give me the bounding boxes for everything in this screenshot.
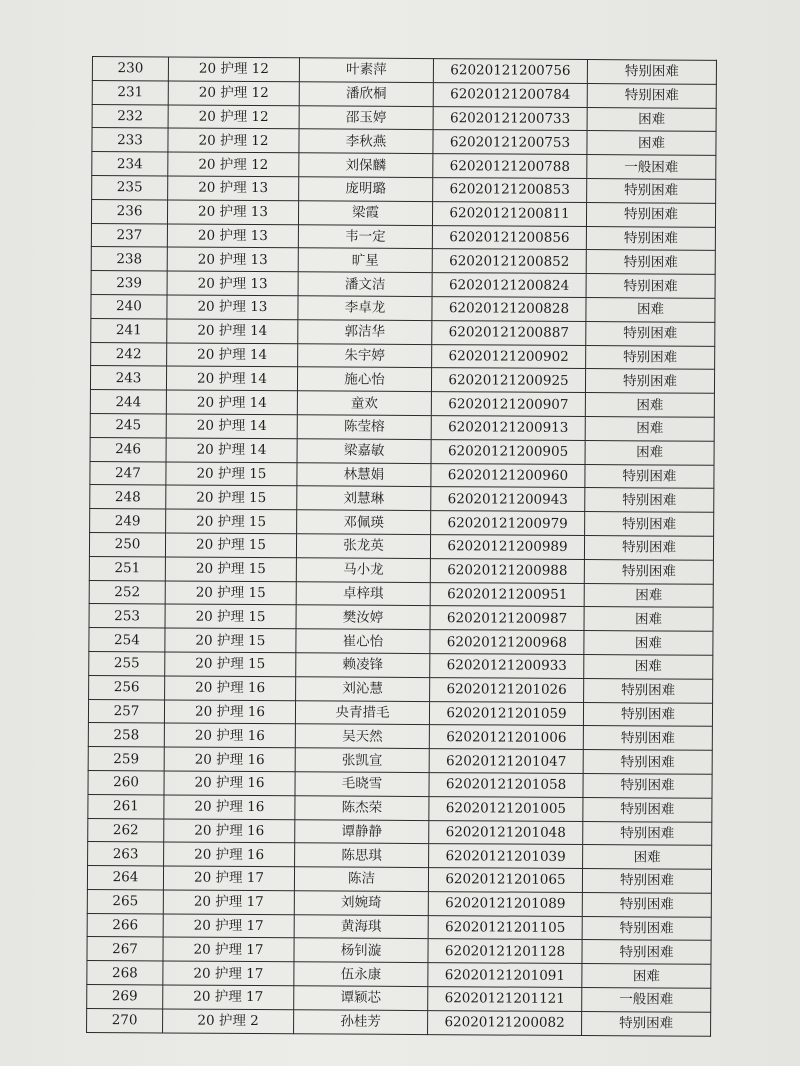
student-id-cell: 62020121201026: [430, 677, 584, 702]
difficulty-level-cell: 困难: [586, 297, 715, 322]
student-id-cell: 62020121201105: [428, 915, 582, 940]
class-cell: 20 护理 17: [163, 937, 294, 962]
class-cell: 20 护理 16: [164, 795, 295, 820]
class-cell: 20 护理 14: [167, 343, 298, 368]
difficulty-level-cell: 特别困难: [584, 559, 713, 584]
student-id-cell: 62020121200828: [432, 297, 586, 322]
name-cell: 谭静静: [295, 819, 429, 844]
row-number-cell: 243: [90, 366, 166, 390]
row-number-cell: 247: [90, 461, 166, 485]
student-id-cell: 62020121200756: [433, 59, 587, 84]
class-cell: 20 护理 17: [163, 890, 294, 915]
row-number-cell: 263: [88, 842, 164, 866]
name-cell: 梁嘉敏: [297, 439, 431, 464]
difficulty-level-cell: 特别困难: [586, 226, 715, 251]
student-id-cell: 62020121200788: [433, 154, 587, 179]
class-cell: 20 护理 14: [167, 319, 298, 344]
student-id-cell: 62020121200907: [431, 392, 585, 417]
difficulty-level-cell: 特别困难: [584, 535, 713, 560]
difficulty-level-cell: 困难: [585, 393, 714, 418]
row-number-cell: 232: [92, 104, 168, 128]
difficulty-level-cell: 特别困难: [586, 202, 715, 227]
student-id-cell: 62020121200933: [430, 653, 584, 678]
name-cell: 潘文洁: [298, 272, 432, 297]
name-cell: 刘保麟: [299, 153, 433, 178]
student-id-cell: 62020121200987: [430, 606, 584, 631]
student-id-cell: 62020121200925: [431, 368, 585, 393]
difficulty-level-cell: 特别困难: [585, 464, 714, 489]
name-cell: 邵玉婷: [299, 105, 433, 130]
name-cell: 黄海琪: [294, 914, 428, 939]
difficulty-level-cell: 特别困难: [583, 750, 712, 775]
class-cell: 20 护理 15: [165, 580, 296, 605]
difficulty-level-cell: 困难: [587, 131, 716, 156]
row-number-cell: 251: [89, 556, 165, 580]
row-number-cell: 240: [91, 294, 167, 318]
class-cell: 20 护理 17: [163, 985, 294, 1010]
difficulty-level-cell: 特别困难: [586, 321, 715, 346]
table-row: [87, 1008, 711, 1036]
row-number-cell: 266: [87, 913, 163, 937]
class-cell: 20 护理 16: [164, 723, 295, 748]
row-number-cell: 267: [87, 937, 163, 961]
student-id-cell: 62020121200887: [432, 320, 586, 345]
student-id-cell: 62020121201059: [429, 701, 583, 726]
name-cell: 陈莹榕: [297, 415, 431, 440]
name-cell: 陈思琪: [295, 843, 429, 868]
class-cell: 20 护理 13: [167, 200, 298, 225]
name-cell: 毛晓雪: [295, 772, 429, 797]
name-cell: 张龙英: [296, 534, 430, 559]
student-id-cell: 62020121201065: [428, 868, 582, 893]
row-number-cell: 239: [91, 271, 167, 295]
row-number-cell: 246: [90, 437, 166, 461]
class-cell: 20 护理 13: [167, 271, 298, 296]
difficulty-level-cell: 特别困难: [585, 512, 714, 537]
name-cell: 刘慧琳: [297, 486, 431, 511]
row-number-cell: 270: [87, 1008, 163, 1032]
name-cell: 杨钊漩: [294, 938, 428, 963]
table-body: [87, 57, 717, 1036]
row-number-cell: 231: [92, 80, 168, 104]
student-id-cell: 62020121201121: [428, 987, 582, 1012]
row-number-cell: 258: [88, 723, 164, 747]
row-number-cell: 254: [89, 628, 165, 652]
student-id-cell: 62020121200960: [431, 463, 585, 488]
student-id-cell: 62020121200852: [432, 249, 586, 274]
class-cell: 20 护理 16: [165, 676, 296, 701]
student-id-cell: 62020121200784: [433, 82, 587, 107]
row-number-cell: 233: [92, 128, 168, 152]
class-cell: 20 护理 14: [166, 366, 297, 391]
student-id-cell: 62020121200082: [428, 1010, 582, 1035]
student-id-cell: 62020121200988: [430, 558, 584, 583]
row-number-cell: 241: [91, 318, 167, 342]
row-number-cell: 256: [89, 675, 165, 699]
student-id-cell: 62020121201128: [428, 939, 582, 964]
difficulty-level-cell: 特别困难: [587, 60, 716, 85]
name-cell: 李秋燕: [299, 129, 433, 154]
class-cell: 20 护理 16: [164, 818, 295, 843]
name-cell: 马小龙: [296, 557, 430, 582]
name-cell: 刘沁慧: [296, 676, 430, 701]
student-id-cell: 62020121200979: [431, 511, 585, 536]
difficulty-level-cell: 特别困难: [585, 488, 714, 513]
difficulty-level-cell: 困难: [587, 107, 716, 132]
row-number-cell: 269: [87, 985, 163, 1009]
row-number-cell: 244: [90, 390, 166, 414]
difficulty-level-cell: 特别困难: [583, 773, 712, 798]
name-cell: 郭洁华: [298, 320, 432, 345]
difficulty-level-cell: 困难: [584, 631, 713, 656]
row-number-cell: 236: [91, 199, 167, 223]
student-id-cell: 62020121200905: [431, 439, 585, 464]
row-number-cell: 268: [87, 961, 163, 985]
student-id-cell: 62020121200968: [430, 630, 584, 655]
difficulty-level-cell: 困难: [584, 583, 713, 608]
name-cell: 旷星: [298, 248, 432, 273]
student-id-cell: 62020121200989: [430, 535, 584, 560]
row-number-cell: 252: [89, 580, 165, 604]
name-cell: 潘欣桐: [299, 82, 433, 107]
student-id-cell: 62020121201006: [429, 725, 583, 750]
row-number-cell: 260: [88, 770, 164, 794]
name-cell: 崔心怡: [296, 629, 430, 654]
row-number-cell: 242: [91, 342, 167, 366]
student-id-cell: 62020121200902: [432, 344, 586, 369]
name-cell: 张凯宣: [295, 748, 429, 773]
difficulty-level-cell: 特别困难: [583, 797, 712, 822]
class-cell: 20 护理 13: [168, 176, 299, 201]
class-cell: 20 护理 15: [165, 652, 296, 677]
class-cell: 20 护理 12: [168, 105, 299, 130]
name-cell: 赖凌锋: [296, 653, 430, 678]
row-number-cell: 262: [88, 818, 164, 842]
student-id-cell: 62020121200943: [431, 487, 585, 512]
row-number-cell: 253: [89, 604, 165, 628]
difficulty-level-cell: 特别困难: [586, 274, 715, 299]
difficulty-level-cell: 一般困难: [587, 155, 716, 180]
student-id-cell: 62020121200811: [432, 201, 586, 226]
name-cell: 林慧娟: [297, 462, 431, 487]
row-number-cell: 237: [91, 223, 167, 247]
student-id-cell: 62020121200824: [432, 273, 586, 298]
student-id-cell: 62020121201058: [429, 772, 583, 797]
name-cell: 韦一定: [298, 224, 432, 249]
row-number-cell: 250: [89, 532, 165, 556]
row-number-cell: 261: [88, 794, 164, 818]
row-number-cell: 238: [91, 247, 167, 271]
class-cell: 20 护理 13: [167, 247, 298, 272]
name-cell: 施心怡: [297, 367, 431, 392]
class-cell: 20 护理 12: [168, 81, 299, 106]
name-cell: 谭颖芯: [294, 986, 428, 1011]
student-id-cell: 62020121200951: [430, 582, 584, 607]
difficulty-level-cell: 特别困难: [583, 821, 712, 846]
name-cell: 央青措毛: [295, 700, 429, 725]
name-cell: 童欢: [297, 391, 431, 416]
difficulty-level-cell: 特别困难: [582, 1011, 711, 1036]
class-cell: 20 护理 15: [165, 604, 296, 629]
name-cell: 卓梓琪: [296, 581, 430, 606]
difficulty-level-cell: 特别困难: [582, 940, 711, 965]
difficulty-level-cell: 困难: [584, 607, 713, 632]
class-cell: 20 护理 12: [168, 152, 299, 177]
difficulty-level-cell: 特别困难: [584, 678, 713, 703]
class-cell: 20 护理 15: [165, 533, 296, 558]
name-cell: 陈杰荣: [295, 795, 429, 820]
difficulty-level-cell: 困难: [584, 654, 713, 679]
student-id-cell: 62020121201048: [429, 820, 583, 845]
name-cell: 李卓龙: [298, 296, 432, 321]
student-id-cell: 62020121200853: [433, 178, 587, 203]
class-cell: 20 护理 16: [164, 771, 295, 796]
class-cell: 20 护理 15: [166, 509, 297, 534]
student-id-cell: 62020121201091: [428, 963, 582, 988]
class-cell: 20 护理 17: [163, 866, 294, 891]
difficulty-level-cell: 特别困难: [583, 702, 712, 727]
difficulty-level-cell: 特别困难: [582, 916, 711, 941]
difficulty-level-cell: 特别困难: [587, 179, 716, 204]
class-cell: 20 护理 16: [164, 747, 295, 772]
row-number-cell: 248: [90, 485, 166, 509]
difficulty-level-cell: 困难: [585, 416, 714, 441]
difficulty-level-cell: 一般困难: [582, 988, 711, 1013]
class-cell: 20 护理 15: [166, 485, 297, 510]
name-cell: 樊汝婷: [296, 605, 430, 630]
difficulty-level-cell: 困难: [583, 845, 712, 870]
row-number-cell: 259: [88, 747, 164, 771]
class-cell: 20 护理 15: [165, 628, 296, 653]
class-cell: 20 护理 13: [167, 295, 298, 320]
student-id-cell: 62020121200753: [433, 130, 587, 155]
row-number-cell: 257: [88, 699, 164, 723]
class-cell: 20 护理 16: [164, 842, 295, 867]
class-cell: 20 护理 15: [166, 462, 297, 487]
difficulty-level-cell: 困难: [585, 440, 714, 465]
row-number-cell: 265: [87, 889, 163, 913]
student-id-cell: 62020121200856: [432, 225, 586, 250]
row-number-cell: 255: [89, 651, 165, 675]
difficulty-level-cell: 特别困难: [585, 369, 714, 394]
row-number-cell: 249: [90, 509, 166, 533]
row-number-cell: 234: [92, 152, 168, 176]
student-aid-table: [86, 56, 717, 1036]
class-cell: 20 护理 15: [165, 557, 296, 582]
name-cell: 朱宇婷: [298, 343, 432, 368]
name-cell: 陈洁: [294, 867, 428, 892]
difficulty-level-cell: 特别困难: [583, 726, 712, 751]
class-cell: 20 护理 14: [166, 438, 297, 463]
class-cell: 20 护理 16: [164, 699, 295, 724]
name-cell: 梁霞: [298, 201, 432, 226]
student-id-cell: 62020121201039: [429, 844, 583, 869]
name-cell: 叶素萍: [299, 58, 433, 83]
student-id-cell: 62020121201089: [428, 891, 582, 916]
difficulty-level-cell: 特别困难: [586, 250, 715, 275]
row-number-cell: 245: [90, 413, 166, 437]
class-cell: 20 护理 2: [163, 1009, 294, 1034]
class-cell: 20 护理 13: [167, 224, 298, 249]
name-cell: 庞明璐: [299, 177, 433, 202]
class-cell: 20 护理 12: [168, 57, 299, 82]
name-cell: 刘婉琦: [294, 891, 428, 916]
difficulty-level-cell: 特别困难: [586, 345, 715, 370]
student-id-cell: 62020121201005: [429, 796, 583, 821]
name-cell: 吴天然: [295, 724, 429, 749]
row-number-cell: 230: [92, 57, 168, 81]
difficulty-level-cell: 特别困难: [587, 83, 716, 108]
class-cell: 20 护理 14: [166, 414, 297, 439]
class-cell: 20 护理 14: [166, 390, 297, 415]
difficulty-level-cell: 特别困难: [582, 892, 711, 917]
name-cell: 邓佩瑛: [297, 510, 431, 535]
name-cell: 伍永康: [294, 962, 428, 987]
student-id-cell: 62020121201047: [429, 749, 583, 774]
student-id-cell: 62020121200733: [433, 106, 587, 131]
row-number-cell: 235: [92, 175, 168, 199]
row-number-cell: 264: [87, 866, 163, 890]
difficulty-level-cell: 困难: [582, 964, 711, 989]
name-cell: 孙桂芳: [294, 1010, 428, 1035]
difficulty-level-cell: 特别困难: [582, 869, 711, 894]
student-id-cell: 62020121200913: [431, 416, 585, 441]
class-cell: 20 护理 12: [168, 128, 299, 153]
class-cell: 20 护理 17: [163, 914, 294, 939]
class-cell: 20 护理 17: [163, 961, 294, 986]
